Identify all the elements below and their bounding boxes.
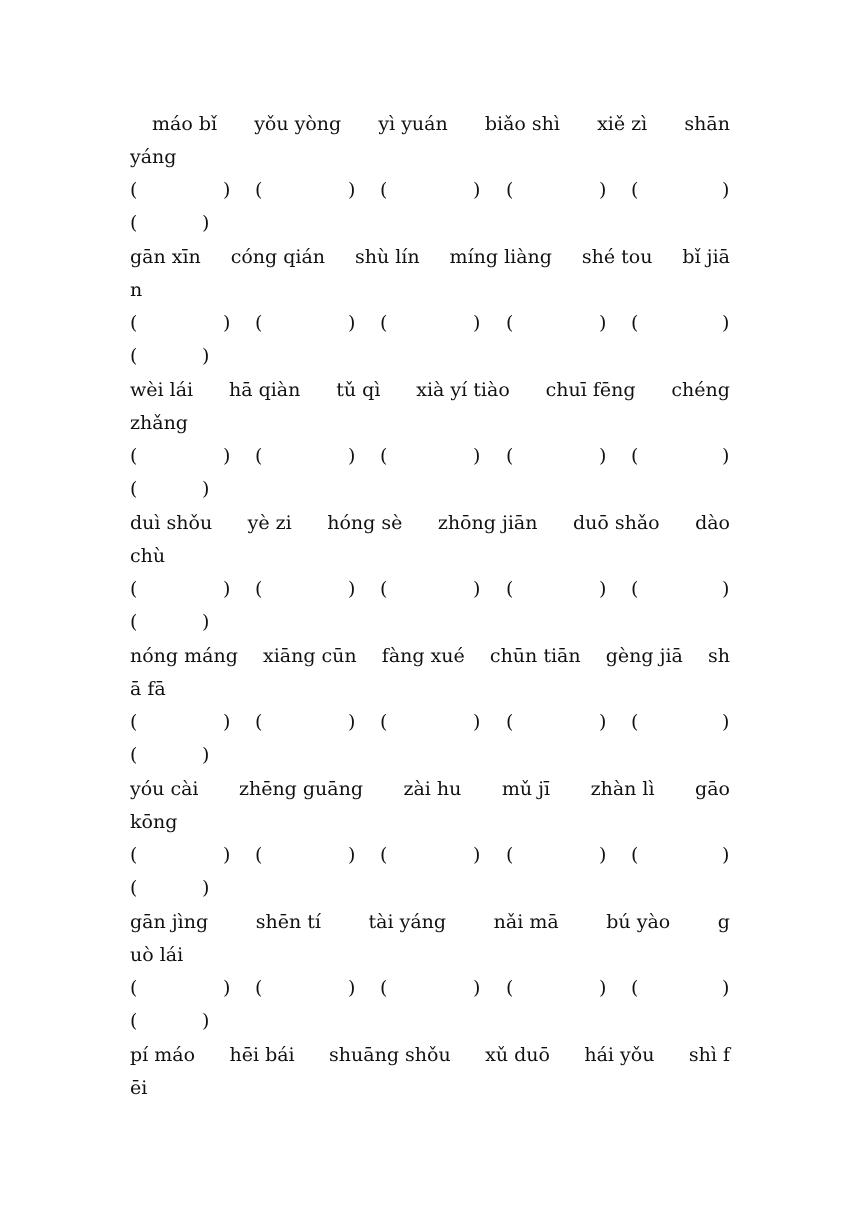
open-paren: ( bbox=[130, 744, 138, 766]
close-paren: ) bbox=[202, 877, 210, 899]
open-paren: ( bbox=[130, 711, 138, 733]
open-paren: ( bbox=[380, 977, 388, 999]
open-paren: ( bbox=[506, 445, 514, 467]
pinyin-row bbox=[130, 772, 730, 805]
pinyin-word: shì f bbox=[688, 1043, 730, 1066]
answer-blanks-row bbox=[130, 972, 730, 1005]
close-paren: ) bbox=[599, 711, 607, 733]
pinyin-word: bǐ jiā bbox=[682, 245, 730, 268]
open-paren: ( bbox=[130, 445, 138, 467]
close-paren: ) bbox=[223, 977, 231, 999]
close-paren: ) bbox=[473, 844, 481, 866]
pinyin-word: shēn tí bbox=[255, 910, 321, 933]
close-paren: ) bbox=[599, 179, 607, 201]
pinyin-word: gèng jiā bbox=[605, 644, 683, 667]
close-paren: ) bbox=[348, 578, 356, 600]
pinyin-wrap: ēi bbox=[130, 1076, 148, 1099]
pinyin-wrap: yáng bbox=[130, 145, 177, 168]
open-paren: ( bbox=[130, 611, 138, 633]
open-paren: ( bbox=[631, 445, 639, 467]
close-paren: ) bbox=[722, 711, 730, 733]
pinyin-row bbox=[152, 107, 730, 140]
open-paren: ( bbox=[506, 179, 514, 201]
close-paren: ) bbox=[202, 744, 210, 766]
close-paren: ) bbox=[223, 445, 231, 467]
close-paren: ) bbox=[473, 578, 481, 600]
pinyin-word: chuī fēng bbox=[545, 378, 636, 401]
open-paren: ( bbox=[506, 711, 514, 733]
open-paren: ( bbox=[506, 844, 514, 866]
open-paren: ( bbox=[130, 345, 138, 367]
pinyin-word: zhàn lì bbox=[590, 777, 655, 800]
pinyin-word: duì shǒu bbox=[130, 511, 213, 534]
open-paren: ( bbox=[631, 578, 639, 600]
open-paren: ( bbox=[130, 844, 138, 866]
pinyin-word: máo bǐ bbox=[152, 112, 218, 135]
pinyin-word: fàng xué bbox=[381, 644, 465, 667]
pinyin-word: dào bbox=[695, 511, 730, 534]
pinyin-word: sh bbox=[708, 644, 730, 667]
open-paren: ( bbox=[255, 977, 263, 999]
answer-blanks-tail bbox=[130, 739, 220, 772]
close-paren: ) bbox=[599, 312, 607, 334]
pinyin-word: xiāng cūn bbox=[262, 644, 357, 667]
answer-blanks-tail bbox=[130, 606, 220, 639]
pinyin-word: wèi lái bbox=[130, 378, 194, 401]
open-paren: ( bbox=[380, 312, 388, 334]
answer-blanks-row bbox=[130, 706, 730, 739]
close-paren: ) bbox=[223, 711, 231, 733]
open-paren: ( bbox=[631, 977, 639, 999]
pinyin-word: hái yǒu bbox=[584, 1043, 655, 1066]
open-paren: ( bbox=[130, 578, 138, 600]
open-paren: ( bbox=[130, 1010, 138, 1032]
close-paren: ) bbox=[202, 611, 210, 633]
open-paren: ( bbox=[255, 844, 263, 866]
pinyin-word: cóng qián bbox=[230, 245, 326, 268]
open-paren: ( bbox=[255, 578, 263, 600]
open-paren: ( bbox=[506, 578, 514, 600]
answer-blanks-tail bbox=[130, 473, 220, 506]
close-paren: ) bbox=[722, 844, 730, 866]
pinyin-wrap: n bbox=[130, 278, 143, 301]
pinyin-word: chéng bbox=[671, 378, 730, 401]
pinyin-wrap: zhǎng bbox=[130, 411, 188, 434]
pinyin-wrap: ā fā bbox=[130, 677, 166, 700]
open-paren: ( bbox=[130, 179, 138, 201]
pinyin-word: zhēng guāng bbox=[238, 777, 364, 800]
open-paren: ( bbox=[631, 844, 639, 866]
close-paren: ) bbox=[722, 977, 730, 999]
pinyin-row bbox=[130, 373, 730, 406]
close-paren: ) bbox=[722, 312, 730, 334]
pinyin-word: shù lín bbox=[354, 245, 420, 268]
close-paren: ) bbox=[223, 578, 231, 600]
answer-blanks-row bbox=[130, 307, 730, 340]
pinyin-row bbox=[130, 905, 730, 938]
pinyin-row bbox=[130, 639, 730, 672]
close-paren: ) bbox=[473, 445, 481, 467]
close-paren: ) bbox=[599, 445, 607, 467]
pinyin-word: hóng sè bbox=[327, 511, 403, 534]
open-paren: ( bbox=[631, 711, 639, 733]
pinyin-word: nǎi mā bbox=[493, 910, 559, 933]
answer-blanks-row bbox=[130, 440, 730, 473]
pinyin-word: gān xīn bbox=[130, 245, 201, 268]
answer-blanks-tail bbox=[130, 872, 220, 905]
pinyin-word: chūn tiān bbox=[489, 644, 581, 667]
pinyin-word: g bbox=[717, 910, 730, 933]
close-paren: ) bbox=[599, 844, 607, 866]
pinyin-word: hā qiàn bbox=[228, 378, 301, 401]
answer-blanks-row bbox=[130, 573, 730, 606]
pinyin-wrap: kōng bbox=[130, 810, 178, 833]
close-paren: ) bbox=[722, 445, 730, 467]
pinyin-word: tài yáng bbox=[368, 910, 447, 933]
pinyin-word: yè zi bbox=[247, 511, 292, 534]
open-paren: ( bbox=[255, 179, 263, 201]
pinyin-word: pí máo bbox=[130, 1043, 196, 1066]
close-paren: ) bbox=[348, 844, 356, 866]
pinyin-word: gān jìng bbox=[130, 910, 209, 933]
open-paren: ( bbox=[506, 977, 514, 999]
pinyin-word: yì yuán bbox=[378, 112, 448, 135]
close-paren: ) bbox=[223, 312, 231, 334]
pinyin-word: tǔ qì bbox=[336, 378, 381, 401]
close-paren: ) bbox=[599, 578, 607, 600]
pinyin-word: shuāng shǒu bbox=[329, 1043, 451, 1066]
open-paren: ( bbox=[380, 578, 388, 600]
pinyin-word: gāo bbox=[695, 777, 730, 800]
answer-blanks-row bbox=[130, 839, 730, 872]
pinyin-word: shān bbox=[684, 112, 730, 135]
open-paren: ( bbox=[255, 312, 263, 334]
answer-blanks-tail bbox=[130, 340, 220, 373]
pinyin-word: xià yí tiào bbox=[416, 378, 510, 401]
open-paren: ( bbox=[130, 478, 138, 500]
open-paren: ( bbox=[380, 844, 388, 866]
open-paren: ( bbox=[380, 711, 388, 733]
answer-blanks-tail bbox=[130, 207, 220, 240]
pinyin-word: mǔ jī bbox=[501, 777, 551, 800]
close-paren: ) bbox=[348, 445, 356, 467]
pinyin-word: nóng máng bbox=[130, 644, 238, 667]
pinyin-wrap: chù bbox=[130, 544, 166, 567]
close-paren: ) bbox=[348, 179, 356, 201]
pinyin-row bbox=[130, 1038, 730, 1071]
pinyin-word: bú yào bbox=[606, 910, 671, 933]
open-paren: ( bbox=[130, 977, 138, 999]
close-paren: ) bbox=[722, 578, 730, 600]
pinyin-word: yǒu yòng bbox=[254, 112, 342, 135]
open-paren: ( bbox=[130, 212, 138, 234]
close-paren: ) bbox=[473, 977, 481, 999]
close-paren: ) bbox=[599, 977, 607, 999]
pinyin-row bbox=[130, 506, 730, 539]
pinyin-word: zài hu bbox=[403, 777, 462, 800]
open-paren: ( bbox=[255, 711, 263, 733]
close-paren: ) bbox=[722, 179, 730, 201]
answer-blanks-row bbox=[130, 174, 730, 207]
close-paren: ) bbox=[202, 1010, 210, 1032]
close-paren: ) bbox=[473, 179, 481, 201]
close-paren: ) bbox=[202, 212, 210, 234]
pinyin-word: hēi bái bbox=[229, 1043, 295, 1066]
close-paren: ) bbox=[348, 711, 356, 733]
open-paren: ( bbox=[631, 179, 639, 201]
pinyin-word: míng liàng bbox=[449, 245, 552, 268]
pinyin-word: xiě zì bbox=[597, 112, 648, 135]
close-paren: ) bbox=[223, 844, 231, 866]
open-paren: ( bbox=[130, 877, 138, 899]
open-paren: ( bbox=[255, 445, 263, 467]
open-paren: ( bbox=[380, 179, 388, 201]
close-paren: ) bbox=[202, 345, 210, 367]
pinyin-word: zhōng jiān bbox=[437, 511, 538, 534]
open-paren: ( bbox=[506, 312, 514, 334]
close-paren: ) bbox=[202, 478, 210, 500]
close-paren: ) bbox=[473, 312, 481, 334]
answer-blanks-tail bbox=[130, 1005, 220, 1038]
close-paren: ) bbox=[223, 179, 231, 201]
open-paren: ( bbox=[631, 312, 639, 334]
open-paren: ( bbox=[380, 445, 388, 467]
pinyin-word: shé tou bbox=[581, 245, 653, 268]
close-paren: ) bbox=[348, 312, 356, 334]
open-paren: ( bbox=[130, 312, 138, 334]
pinyin-row bbox=[130, 240, 730, 273]
pinyin-word: duō shǎo bbox=[572, 511, 660, 534]
pinyin-word: xǔ duō bbox=[485, 1043, 550, 1066]
close-paren: ) bbox=[473, 711, 481, 733]
pinyin-word: yóu cài bbox=[130, 777, 199, 800]
pinyin-word: biǎo shì bbox=[484, 112, 560, 135]
pinyin-wrap: uò lái bbox=[130, 943, 184, 966]
close-paren: ) bbox=[348, 977, 356, 999]
